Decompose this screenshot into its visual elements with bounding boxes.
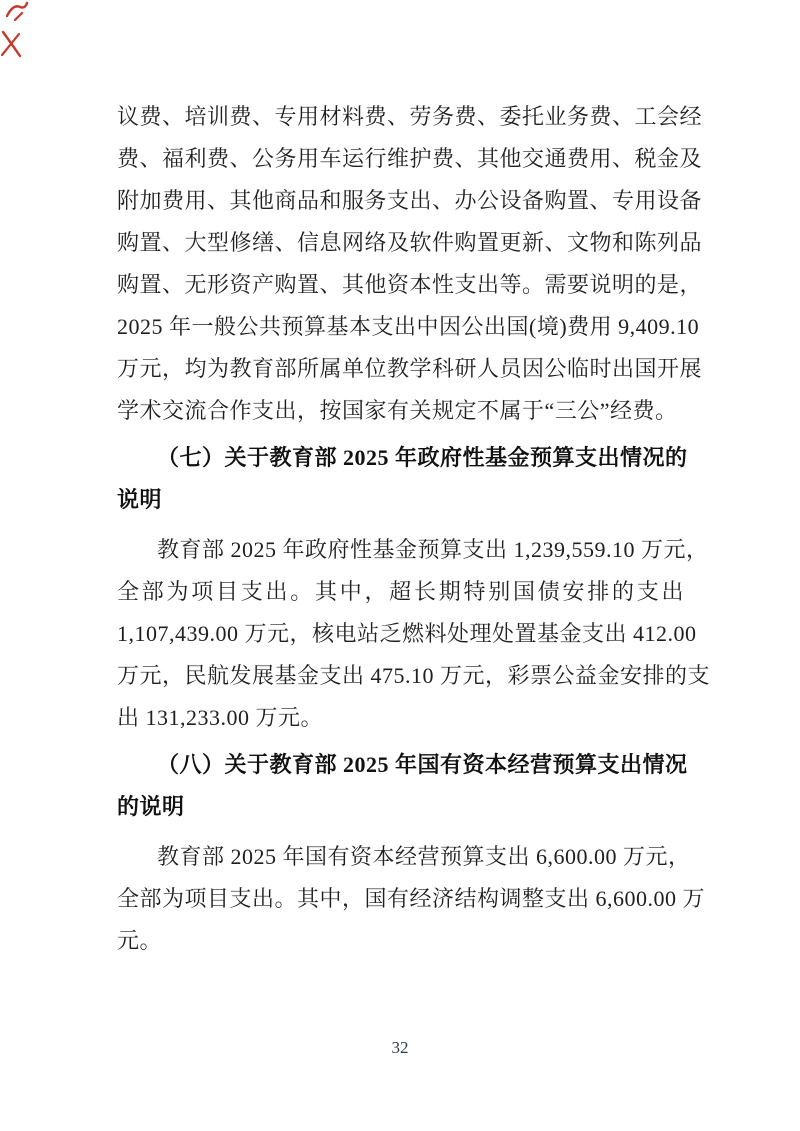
paragraph-line: 费、福利费、公务用车运行维护费、其他交通费用、税金及: [117, 146, 703, 171]
section-7-heading-line-2: 说明: [117, 487, 163, 512]
paragraph-basic-expenditure: [117, 96, 703, 432]
paragraph-line: 元。: [117, 928, 163, 953]
section-7-heading: [117, 437, 688, 521]
section-7-heading-line-1: （七）关于教育部 2025 年政府性基金预算支出情况的: [157, 445, 688, 470]
paragraph-line: 1,107,439.00 万元，核电站乏燃料处理处置基金支出 412.00: [117, 621, 697, 646]
paragraph-line: 出 131,233.00 万元。: [117, 705, 324, 730]
paragraph-line: 教育部 2025 年国有资本经营预算支出 6,600.00 万元，: [157, 844, 691, 869]
paragraph-line: 万元，民航发展基金支出 475.10 万元，彩票公益金安排的支: [117, 663, 711, 688]
paragraph-line: 购置、无形资产购置、其他资本性支出等。需要说明的是，: [117, 272, 703, 297]
red-corner-annotation: [0, 0, 40, 70]
section-8-heading-line-1: （八）关于教育部 2025 年国有资本经营预算支出情况: [157, 752, 688, 777]
paragraph-line: 学术交流合作支出，按国家有关规定不属于“三公”经费。: [117, 398, 678, 423]
paragraph-line: 全部为项目支出。其中，国有经济结构调整支出 6,600.00 万: [117, 886, 706, 911]
section-8-heading: [117, 744, 688, 828]
paragraph-line: 2025 年一般公共预算基本支出中因公出国(境)费用 9,409.10: [117, 314, 700, 339]
paragraph-state-capital-budget: [117, 836, 706, 962]
red-ink-scribble-top-icon: [6, 1, 30, 23]
document-body: [117, 96, 711, 962]
paragraph-line: 附加费用、其他商品和服务支出、办公设备购置、专用设备: [117, 188, 703, 213]
paragraph-line: 万元，均为教育部所属单位教学科研人员因公临时出国开展: [117, 356, 703, 381]
page-number: 32: [391, 1038, 409, 1057]
paragraph-line: 议费、培训费、专用材料费、劳务费、委托业务费、工会经: [117, 104, 703, 129]
section-8-heading-line-2: 的说明: [117, 794, 185, 819]
paragraph-line: 购置、大型修缮、信息网络及软件购置更新、文物和陈列品: [117, 230, 703, 255]
paragraph-line: 全部为项目支出。其中，超长期特别国债安排的支出: [117, 579, 684, 604]
paragraph-government-fund-budget: [117, 529, 711, 739]
paragraph-line: 教育部 2025 年政府性基金预算支出 1,239,559.10 万元，: [157, 537, 709, 562]
red-ink-scribble-bottom-icon: [0, 30, 24, 58]
